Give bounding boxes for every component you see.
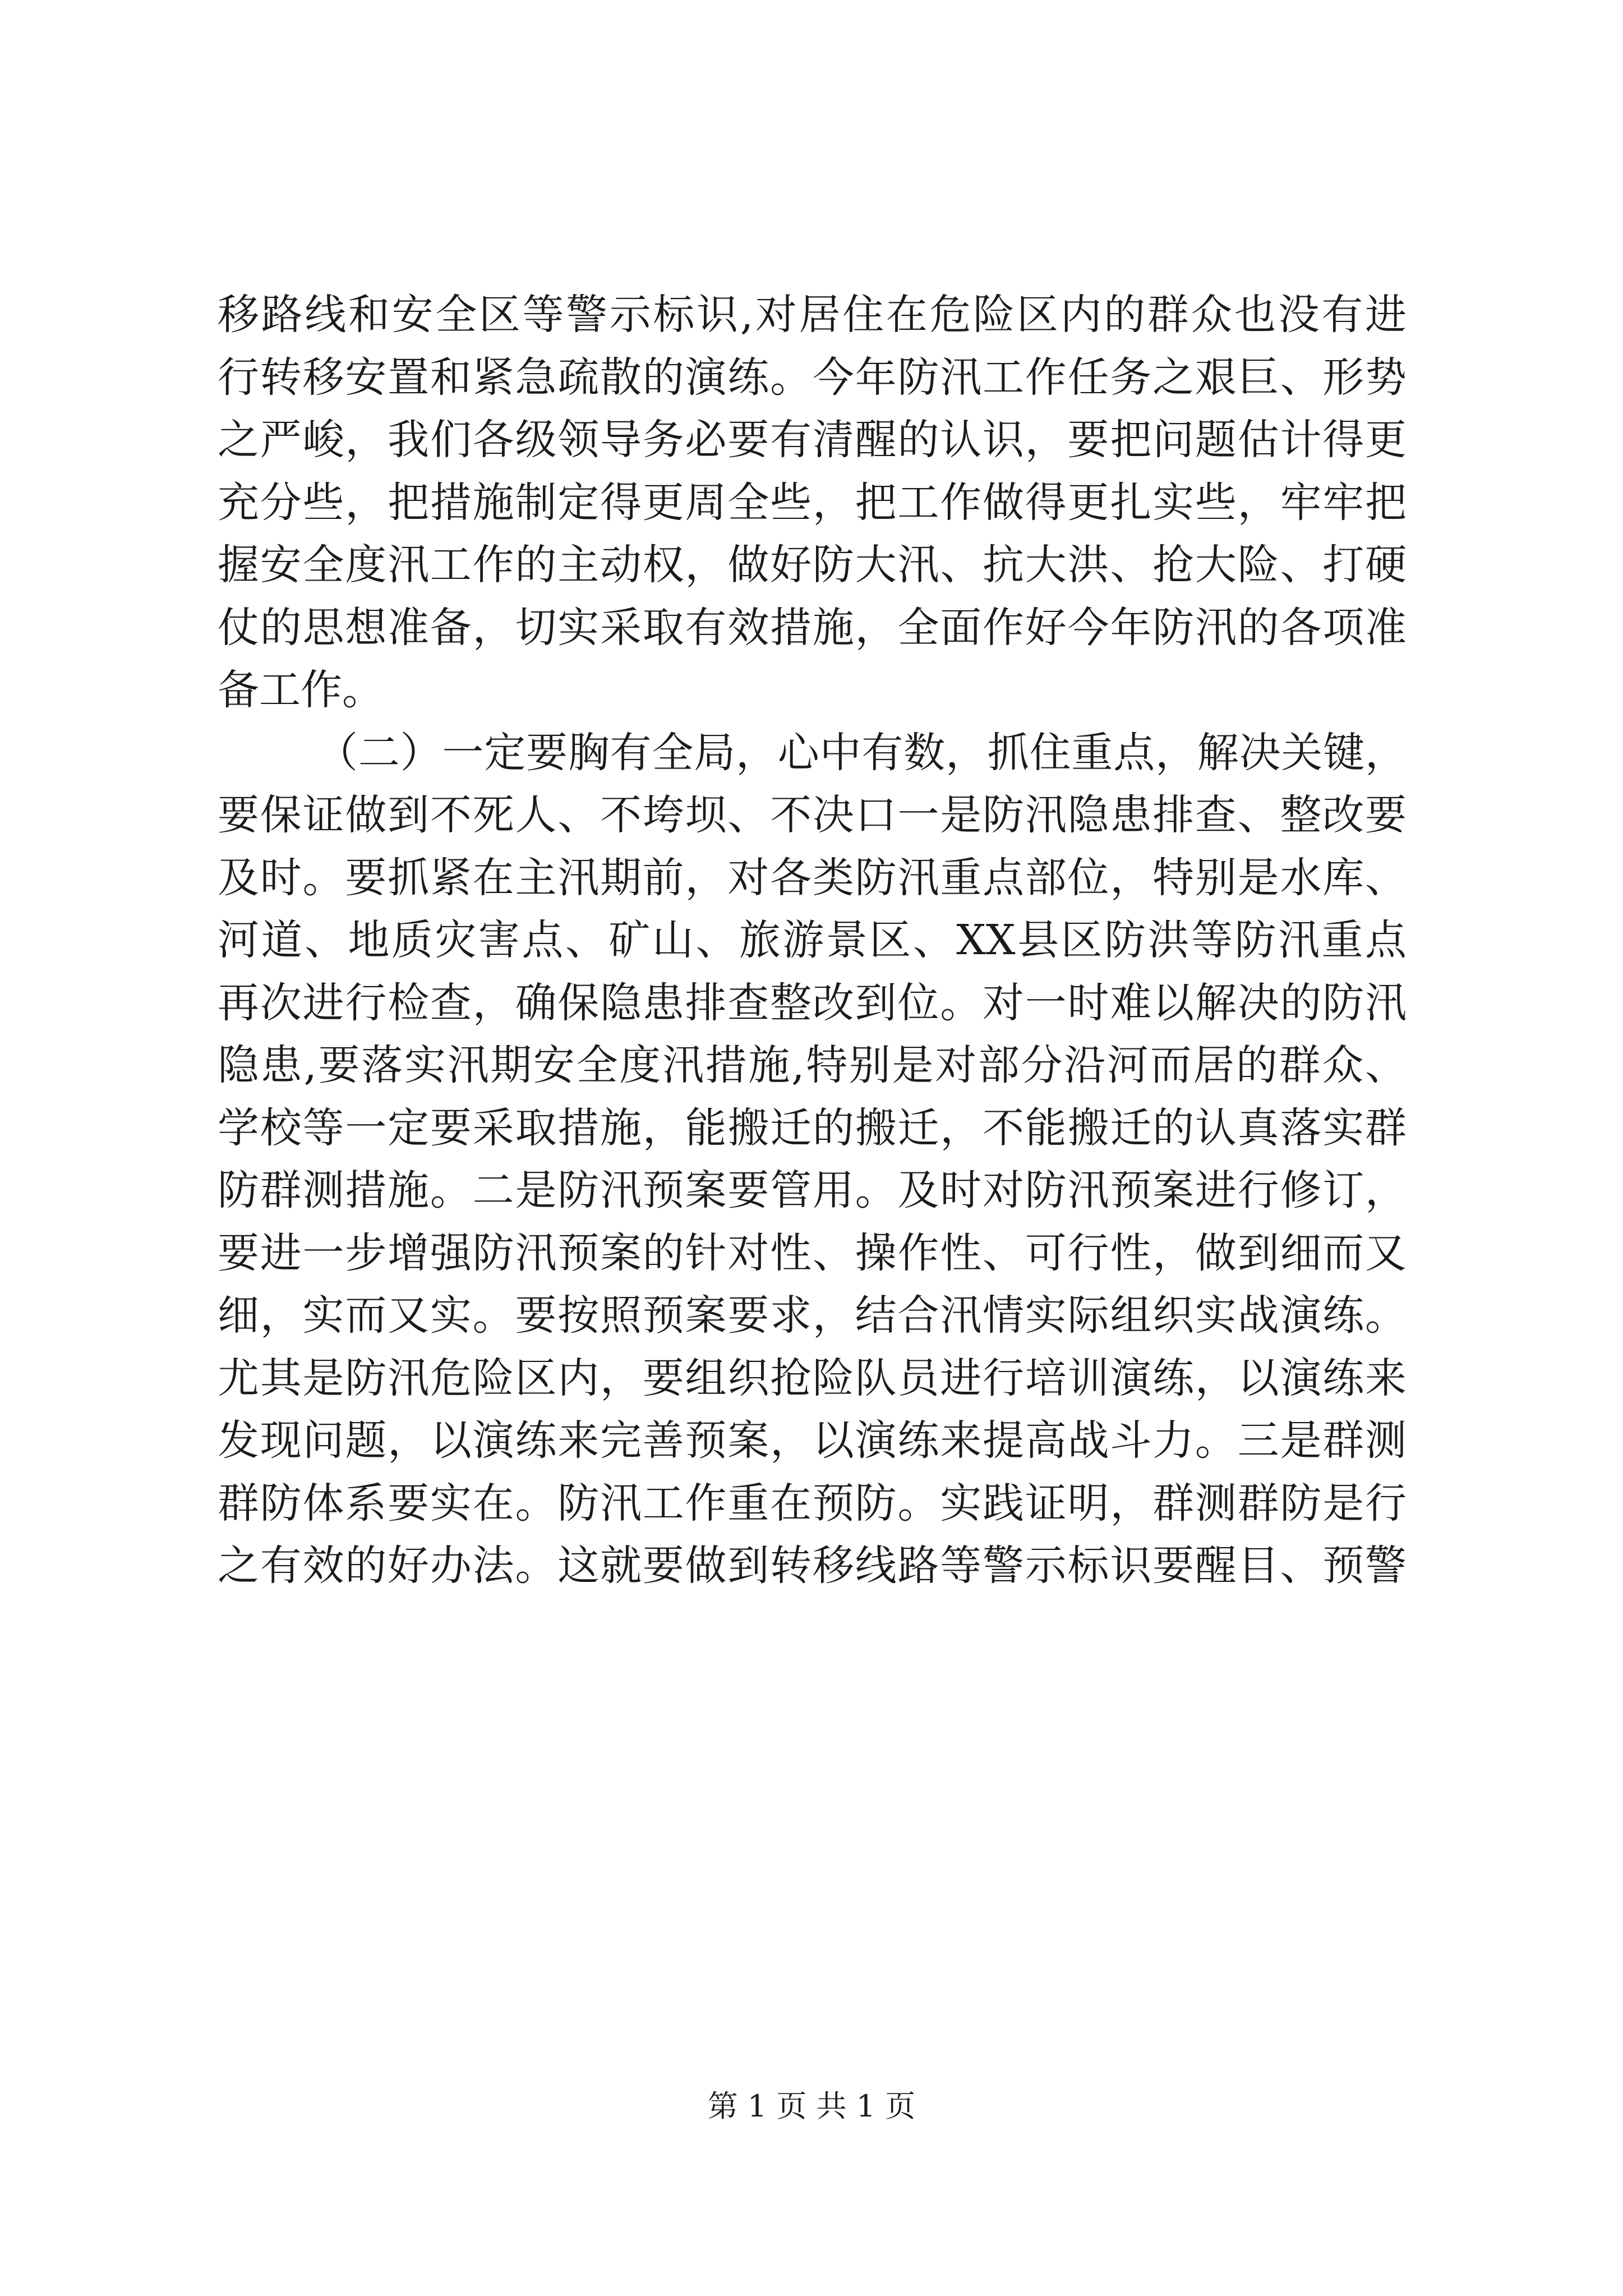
text-line: 尤其是防汛危险区内，要组织抢险队员进行培训演练，以演练来 <box>218 1354 1407 1402</box>
text-line: 充分些，把措施制定得更周全些，把工作做得更扎实些，牢牢把 <box>218 478 1407 527</box>
text-line: 河道、地质灾害点、矿山、旅游景区、XX县区防洪等防汛重点 <box>218 916 1407 964</box>
text-line: 握安全度汛工作的主动权，做好防大汛、抗大洪、抢大险、打硬 <box>218 541 1407 589</box>
page-footer <box>0 2087 1623 2126</box>
text-line: 发现问题，以演练来完善预案，以演练来提高战斗力。三是群测 <box>218 1416 1407 1465</box>
text-line: 要保证做到不死人、不垮坝、不决口一是防汛隐患排查、整改要 <box>218 791 1407 839</box>
text-line: 行转移安置和紧急疏散的演练。今年防汛工作任务之艰巨、形势 <box>218 353 1407 402</box>
text-line: 隐患,要落实汛期安全度汛措施,特别是对部分沿河而居的群众、 <box>218 1041 1407 1089</box>
text-line: 备工作。 <box>218 666 384 714</box>
text-line: 仗的思想准备，切实采取有效措施，全面作好今年防汛的各项准 <box>218 603 1407 652</box>
page-number: 第 1 页 共 1 页 <box>707 2088 916 2124</box>
text-line: 防群测措施。二是防汛预案要管用。及时对防汛预案进行修订， <box>218 1166 1407 1214</box>
section-heading-line: （二）一定要胸有全局，心中有数，抓住重点，解决关键， <box>316 728 1407 777</box>
text-line: 之严峻，我们各级领导务必要有清醒的认识，要把问题估计得更 <box>218 416 1407 464</box>
document-body <box>218 284 1407 1598</box>
text-line: 及时。要抓紧在主汛期前，对各类防汛重点部位，特别是水库、 <box>218 853 1407 902</box>
text-line: 之有效的好办法。这就要做到转移线路等警示标识要醒目、预警 <box>218 1542 1407 1590</box>
text-line: 再次进行检查，确保隐患排查整改到位。对一时难以解决的防汛 <box>218 978 1407 1027</box>
text-line: 移路线和安全区等警示标识,对居住在危险区内的群众也没有进 <box>218 291 1407 339</box>
text-line: 群防体系要实在。防汛工作重在预防。实践证明，群测群防是行 <box>218 1479 1407 1527</box>
text-line: 细，实而又实。要按照预案要求，结合汛情实际组织实战演练。 <box>218 1291 1407 1340</box>
text-line: 学校等一定要采取措施，能搬迁的搬迁，不能搬迁的认真落实群 <box>218 1103 1407 1152</box>
text-line: 要进一步增强防汛预案的针对性、操作性、可行性，做到细而又 <box>218 1228 1407 1277</box>
